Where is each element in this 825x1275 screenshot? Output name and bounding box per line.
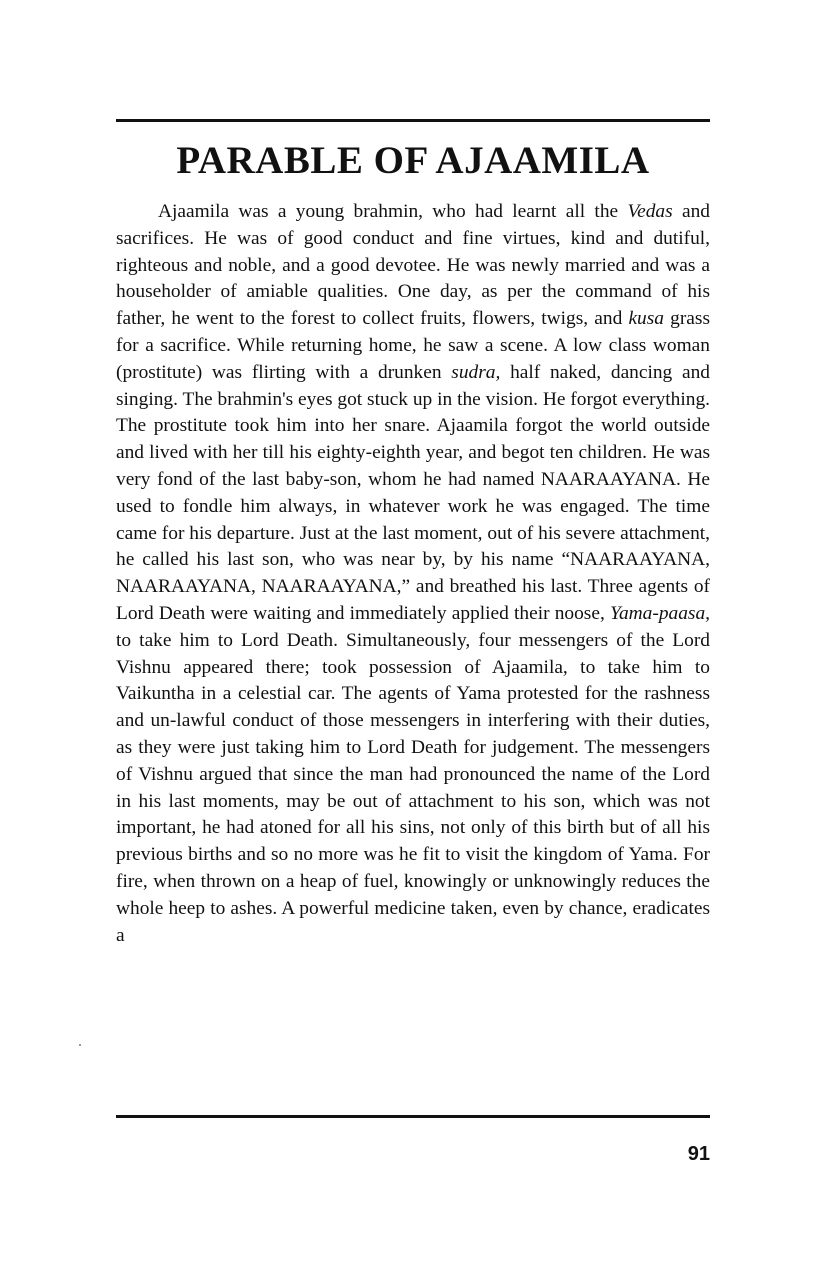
text-run: half naked, dancing and singing. The brahmin's eyes got stuck up in the vision. He forgot everything. The prostitute took him into her snare. Ajaamila forgot the world outside and lived with her till his eighty-eighth year, and begot ten children. He was very fond of the last baby-son, whom he had named NAARAAYANA. He used to fondle him always, in whatever work he was engaged. The time came for his departure. Just at the last moment, out of his severe attachment, he called his last son, who was near by, by his name “NAARAAYANA, NAARAAYANA, NAARAAYANA,” and breathed his last. Three agents of Lord Death were waiting and immediately applied their noose, <box>116 361 710 624</box>
italic-term-kusa: kusa <box>628 308 664 330</box>
italic-term-vedas: Vedas <box>627 201 673 222</box>
text-run: Ajaamila was a young brahmin, who had learnt all the <box>158 201 628 222</box>
body-paragraph <box>116 199 710 949</box>
page-number: 91 <box>687 1143 710 1165</box>
scan-speck <box>79 1044 81 1046</box>
text-run: to take him to Lord Death. Simultaneously, four messengers of the Lord Vishnu appeared there; took possession of Ajaamila, to take him to Vaikuntha in a celestial car. The agents of Yama protested for the rashness and un-lawful conduct of those messengers in interfering with their duties, as they were just taking him to Lord Death for judgement. The messengers of Vishnu argued that since the man had pronounced the name of the Lord in his last moments, may be out of attachment to his son, which was not important, he had atoned for all his sins, not only of this birth but of all his previous births and so no more was he fit to visit the kingdom of Yama. For fire, when thrown on a heap of fuel, knowingly or unknowingly reduces the whole heep to ashes. A powerful medicine taken, even by chance, eradicates a <box>116 629 710 946</box>
italic-term-sudra: sudra, <box>451 361 501 383</box>
bottom-rule <box>116 1115 710 1118</box>
text-run: grass for a sacrifice. While returning home, he saw a scene. A low class woman (prostitute) was flirting with a drunken <box>116 308 710 383</box>
italic-term-yama-paasa: Yama-paasa, <box>609 602 710 624</box>
text-run: and sacrifices. He was of good conduct and fine virtues, kind and dutiful, righteous and noble, and a good devotee. He was newly married and was a householder of amiable qualities. One day, as per the command of his father, he went to the forest to collect fruits, flowers, twigs, and <box>116 201 710 330</box>
chapter-title: PARABLE OF AJAAMILA <box>176 139 650 182</box>
top-rule <box>116 119 710 122</box>
